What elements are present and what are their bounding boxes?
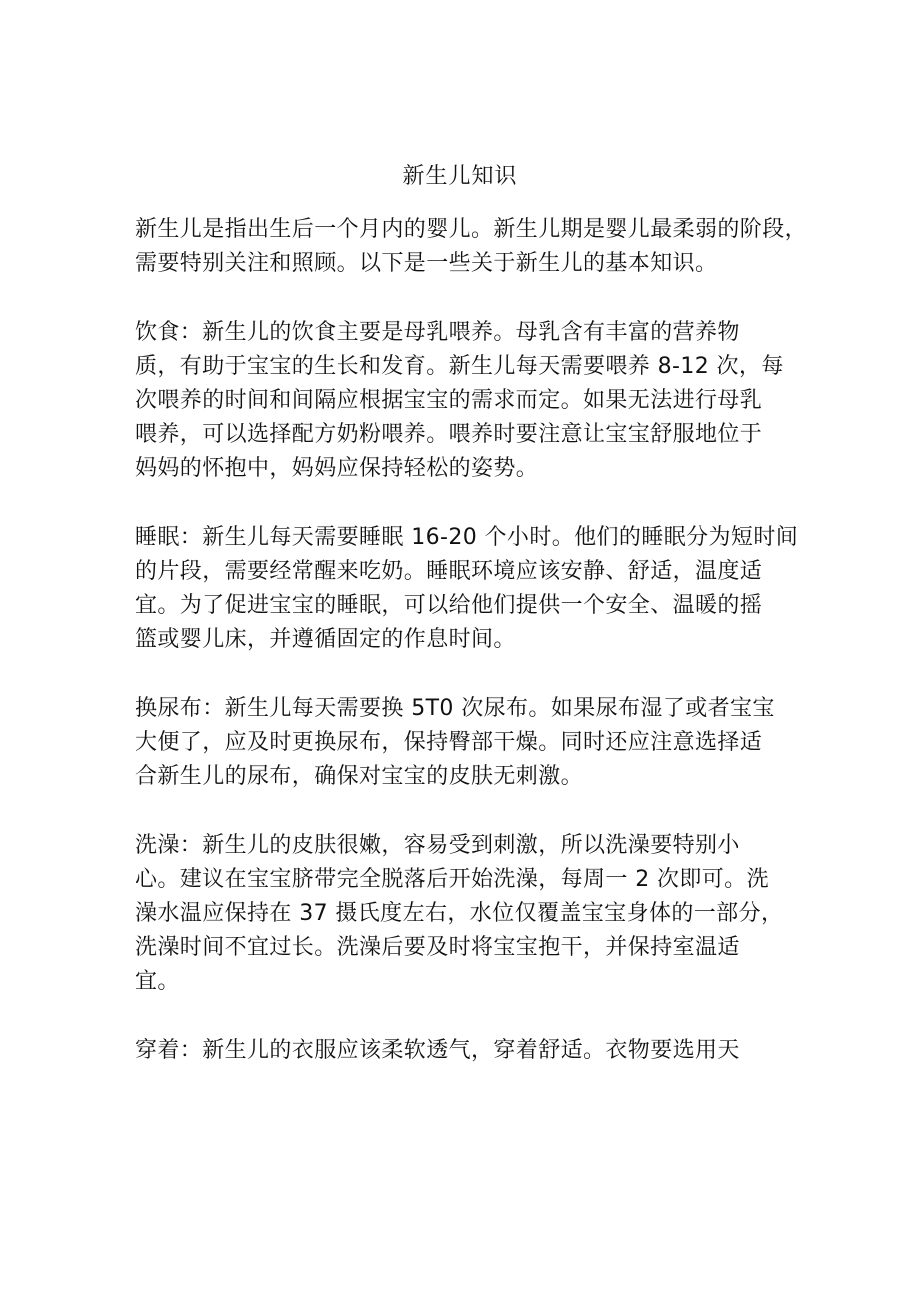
text-line: 洗澡时间不宜过长。洗澡后要及时将宝宝抱干，并保持室温适	[135, 935, 740, 960]
paragraph-intro	[135, 213, 815, 281]
text-line: 喂养，可以选择配方奶粉喂养。喂养时要注意让宝宝舒服地位于	[135, 422, 763, 447]
text-line: 穿着：新生儿的衣服应该柔软透气，穿着舒适。衣物要选用天	[135, 1038, 740, 1063]
text-line: 需要特别关注和照顾。以下是一些关于新生儿的基本知识。	[135, 251, 718, 276]
text-line: 新生儿是指出生后一个月内的婴儿。新生儿期是婴儿最柔弱的阶段，	[135, 217, 808, 242]
text-line: 心。建议在宝宝脐带完全脱落后开始洗澡，每周一 2 次即可。洗	[135, 867, 769, 892]
text-line: 饮食：新生儿的饮食主要是母乳喂养。母乳含有丰富的营养物	[135, 320, 740, 345]
text-line: 篮或婴儿床，并遵循固定的作息时间。	[135, 627, 516, 652]
text-line: 妈妈的怀抱中，妈妈应保持轻松的姿势。	[135, 456, 539, 481]
text-line: 质，有助于宝宝的生长和发育。新生儿每天需要喂养 8-12 次，每	[135, 354, 784, 379]
text-line: 睡眠：新生儿每天需要睡眠 16-20 个小时。他们的睡眠分为短时间	[135, 525, 799, 550]
paragraph-diaper	[135, 692, 815, 794]
page-title: 新生儿知识	[402, 164, 518, 189]
document-body	[135, 213, 815, 1103]
paragraph-clothing	[135, 1034, 815, 1068]
paragraph-sleep	[135, 521, 815, 657]
text-line: 澡水温应保持在 37 摄氏度左右，水位仅覆盖宝宝身体的一部分，	[135, 901, 784, 926]
text-line: 大便了，应及时更换尿布，保持臀部干燥。同时还应注意选择适	[135, 730, 763, 755]
text-line: 次喂养的时间和间隔应根据宝宝的需求而定。如果无法进行母乳	[135, 388, 763, 413]
paragraph-feeding	[135, 316, 815, 486]
text-line: 洗澡：新生儿的皮肤很嫩，容易受到刺激，所以洗澡要特别小	[135, 833, 740, 858]
paragraph-bathing	[135, 829, 815, 999]
text-line: 宜。为了促进宝宝的睡眠，可以给他们提供一个安全、温暖的摇	[135, 593, 763, 618]
text-line: 合新生儿的尿布，确保对宝宝的皮肤无刺激。	[135, 764, 584, 789]
text-line: 换尿布：新生儿每天需要换 5T0 次尿布。如果尿布湿了或者宝宝	[135, 696, 775, 721]
text-line: 宜。	[135, 969, 180, 994]
text-line: 的片段，需要经常醒来吃奶。睡眠环境应该安静、舒适，温度适	[135, 559, 763, 584]
